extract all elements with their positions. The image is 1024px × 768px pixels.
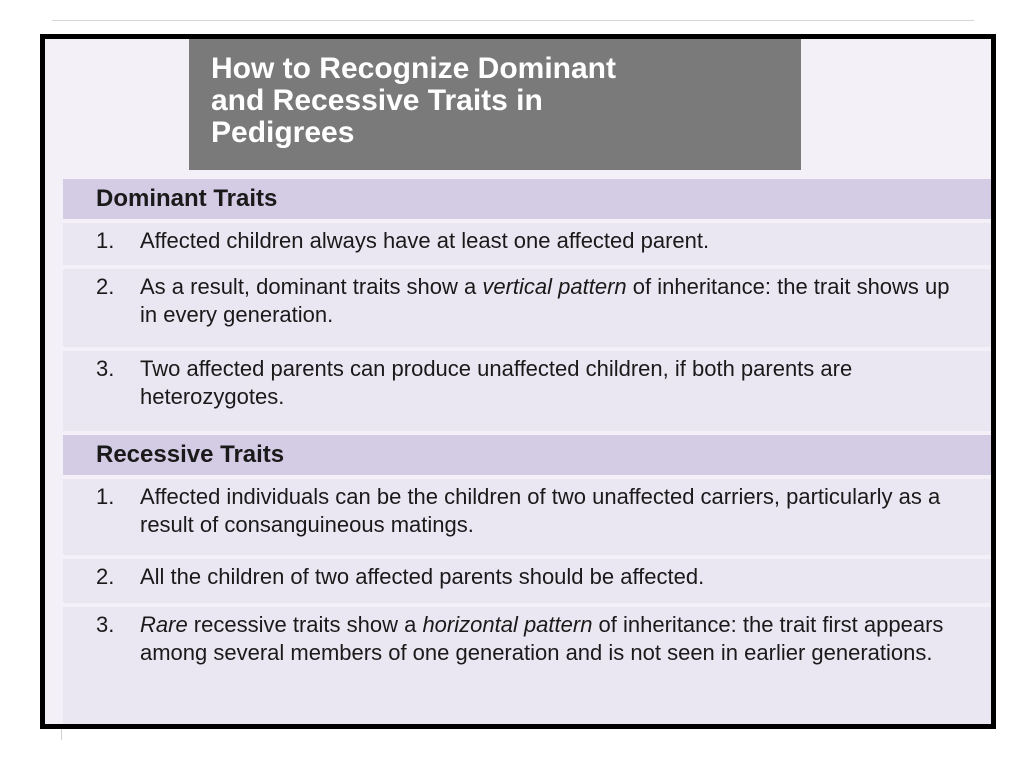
left-tick-mark <box>61 728 62 740</box>
title-line-3: Pedigrees <box>211 116 355 149</box>
item-number: 3. <box>96 356 115 381</box>
item-text-emphasis: vertical pattern <box>482 274 627 299</box>
title-line-1: How to Recognize Dominant <box>211 52 616 85</box>
item-number: 2. <box>96 274 115 299</box>
dominant-item-1 <box>63 223 991 265</box>
dominant-traits-header <box>63 179 991 219</box>
item-text: All the children of two affected parents should be affected. <box>140 564 705 589</box>
dominant-traits-header-text: Dominant Traits <box>96 185 278 212</box>
recessive-item-3 <box>63 607 991 724</box>
recessive-traits-header <box>63 435 991 475</box>
top-divider <box>52 20 974 21</box>
item-text-post: of inheritance: the trait shows up in every generation. <box>140 274 950 327</box>
recessive-item-1 <box>63 479 991 555</box>
dominant-item-2 <box>63 269 991 347</box>
item-number: 3. <box>96 612 115 637</box>
traits-table-frame <box>40 34 996 729</box>
item-text-pre: As a result, dominant traits show a <box>140 274 483 299</box>
dominant-item-3 <box>63 351 991 431</box>
item-text-emphasis-1: Rare <box>140 612 188 637</box>
recessive-item-2 <box>63 559 991 603</box>
item-text-emphasis-2: horizontal pattern <box>422 612 593 637</box>
item-text: Affected children always have at least one affected parent. <box>140 228 710 253</box>
recessive-traits-header-text: Recessive Traits <box>96 441 285 468</box>
item-text-mid: recessive traits show a <box>187 612 423 637</box>
item-number: 1. <box>96 228 115 253</box>
item-number: 1. <box>96 484 115 509</box>
title-box <box>189 39 801 170</box>
item-text <box>140 273 971 347</box>
page-title <box>211 53 791 149</box>
title-line-2: and Recessive Traits in <box>211 84 543 117</box>
item-number: 2. <box>96 564 115 589</box>
item-text: Affected individuals can be the children of two unaffected carriers, particularly as a result of consanguineous matings. <box>140 484 941 537</box>
item-text-post: of inheritance: the trait first appears among several members of one generation and is not seen in earlier generations. <box>140 612 944 665</box>
item-text: Two affected parents can produce unaffected children, if both parents are heterozygotes. <box>140 356 853 409</box>
item-text <box>140 611 971 724</box>
